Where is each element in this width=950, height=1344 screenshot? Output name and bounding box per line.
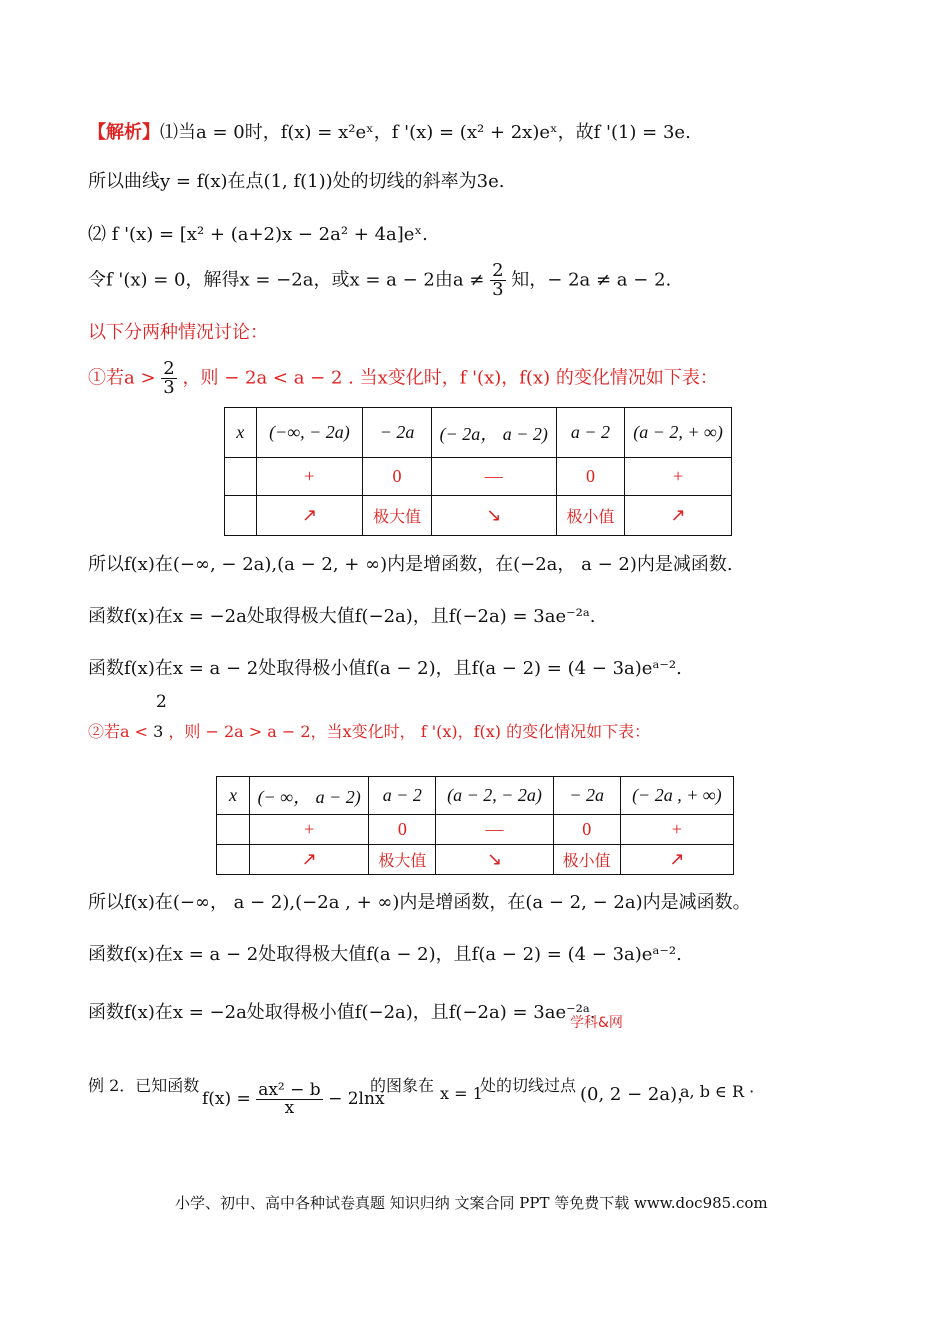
case1-conclusion1: 所以f(x)在(−∞, − 2a),(a − 2, + ∞)内是增函数，在(−2a， a − 2)内是减函数. [88,554,733,575]
case2-conclusion3: 函数f(x)在x = −2a处取得极小值f(−2a)，且f(−2a) = 3ae⁻²ᵃ. [88,1002,596,1023]
table-cell: + [250,815,369,845]
table-row [217,777,734,815]
table-cell: + [625,458,732,496]
table-cell: (a − 2, + ∞) [625,408,732,458]
case2-conclusion1: 所以f(x)在(−∞， a − 2),(−2a , + ∞)内是增函数，在(a − 2, − 2a)内是减函数。 [88,892,751,913]
case2-fraction-numerator: 2 [156,692,167,712]
function-fraction [256,1082,322,1117]
function-rest: − 2lnx [328,1089,385,1109]
table-cell: ↗ [620,845,733,875]
case1-fraction-denominator: 3 [163,377,175,398]
analysis-part2-line1: ⑵ f '(x) = [x² + (a+2)x − 2a² + 4a]eˣ. [88,224,428,245]
table-cell [225,496,257,536]
table-cell [217,815,250,845]
function-lhs: f(x) = [202,1089,251,1109]
table-cell: 0 [556,458,624,496]
table-cell: 0 [363,458,431,496]
analysis-part1-line1 [88,118,691,144]
case1-text-b: ，则 − 2a < a − 2 . 当x变化时，f '(x)，f(x) 的变化情况如下表： [182,367,718,389]
table-cell: — [431,458,556,496]
case1-fraction [161,360,176,397]
table-cell: 0 [369,815,436,845]
part2-text-a: 令f '(x) = 0，解得x = −2a，或x = a − 2由a ≠ [88,269,485,291]
function-numerator: ax² − b [258,1080,321,1100]
table-case2 [216,776,734,875]
part1-text: ⑴当a = 0时，f(x) = x²eˣ，f '(x) = (x² + 2x)eˣ，故f '(1) = 3e. [160,122,691,143]
analysis-part2-line2 [88,262,671,299]
table-row [217,845,734,875]
analysis-tag: 【解析】 [88,122,160,143]
table-case1 [224,407,732,536]
table-cell: 极小值 [553,845,620,875]
table-cell: ↗ [256,496,363,536]
table-cell: + [620,815,733,845]
table-cell: (− 2a , + ∞) [620,777,733,815]
case1-text-a: ①若a > [88,367,156,389]
case2-text-a: ②若a < [88,722,149,741]
table-cell: ↘ [436,845,553,875]
example2-point: x = 1 [440,1084,483,1103]
table-cell: ↗ [625,496,732,536]
example2-point2: (0, 2 − 2a)， [580,1084,696,1105]
case1-fraction-numerator: 2 [163,358,175,379]
case1-heading [88,360,718,397]
table-cell: — [436,815,553,845]
table-cell: ↘ [431,496,556,536]
table-cell: (− ∞， a − 2) [250,777,369,815]
analysis-part1-line2: 所以曲线y = f(x)在点(1, f(1))处的切线的斜率为3e. [88,171,505,192]
table-cell: − 2a [553,777,620,815]
table-row [225,496,732,536]
example2-label: 例 2．已知函数 [88,1076,200,1095]
table-cell: 极大值 [363,496,431,536]
cases-intro: 以下分两种情况讨论： [88,322,268,343]
table-cell [225,458,257,496]
table-cell: (−∞, − 2a) [256,408,363,458]
table-cell [217,845,250,875]
table-cell: a − 2 [556,408,624,458]
table-row [225,408,732,458]
case2-conclusion2: 函数f(x)在x = a − 2处取得极大值f(a − 2)，且f(a − 2) = (4 − 3a)eᵃ⁻². [88,944,682,965]
table-cell: ↗ [250,845,369,875]
page-footer: 小学、初中、高中各种试卷真题 知识归纳 文案合同 PPT 等免费下载 www.doc985.com [175,1194,768,1212]
table-cell: − 2a [363,408,431,458]
table-cell: x [225,408,257,458]
case1-conclusion2: 函数f(x)在x = −2a处取得极大值f(−2a)，且f(−2a) = 3ae⁻²ᵃ. [88,606,596,627]
example2-text-after: 处的切线过点 [480,1076,577,1095]
function-denominator: x [284,1098,295,1118]
table-cell: (− 2a， a − 2) [431,408,556,458]
case2-fraction-denominator: 3 [153,722,164,741]
fraction-numerator: 2 [492,260,504,281]
example2-domain: a, b ∈ R · [680,1082,755,1101]
table-cell: a − 2 [369,777,436,815]
table-cell: x [217,777,250,815]
part2-text-b: 知，− 2a ≠ a − 2. [511,269,672,291]
example2-function [202,1082,385,1117]
fraction-two-thirds [490,262,505,299]
case1-conclusion3: 函数f(x)在x = a − 2处取得极小值f(a − 2)，且f(a − 2) = (4 − 3a)eᵃ⁻². [88,658,682,679]
table-cell: 0 [553,815,620,845]
table-row [217,815,734,845]
table-cell: (a − 2, − 2a) [436,777,553,815]
table-cell: 极大值 [369,845,436,875]
table-cell: 极小值 [556,496,624,536]
case2-text-b: ，则 − 2a > a − 2，当x变化时， f '(x)，f(x) 的变化情况如下表： [168,722,651,741]
table-row [225,458,732,496]
table-cell: + [256,458,363,496]
fraction-denominator: 3 [492,279,504,300]
case2-heading [88,719,650,742]
example2-text-mid: 的图象在 [370,1076,435,1095]
watermark-text: 学科&网 [570,1015,623,1031]
